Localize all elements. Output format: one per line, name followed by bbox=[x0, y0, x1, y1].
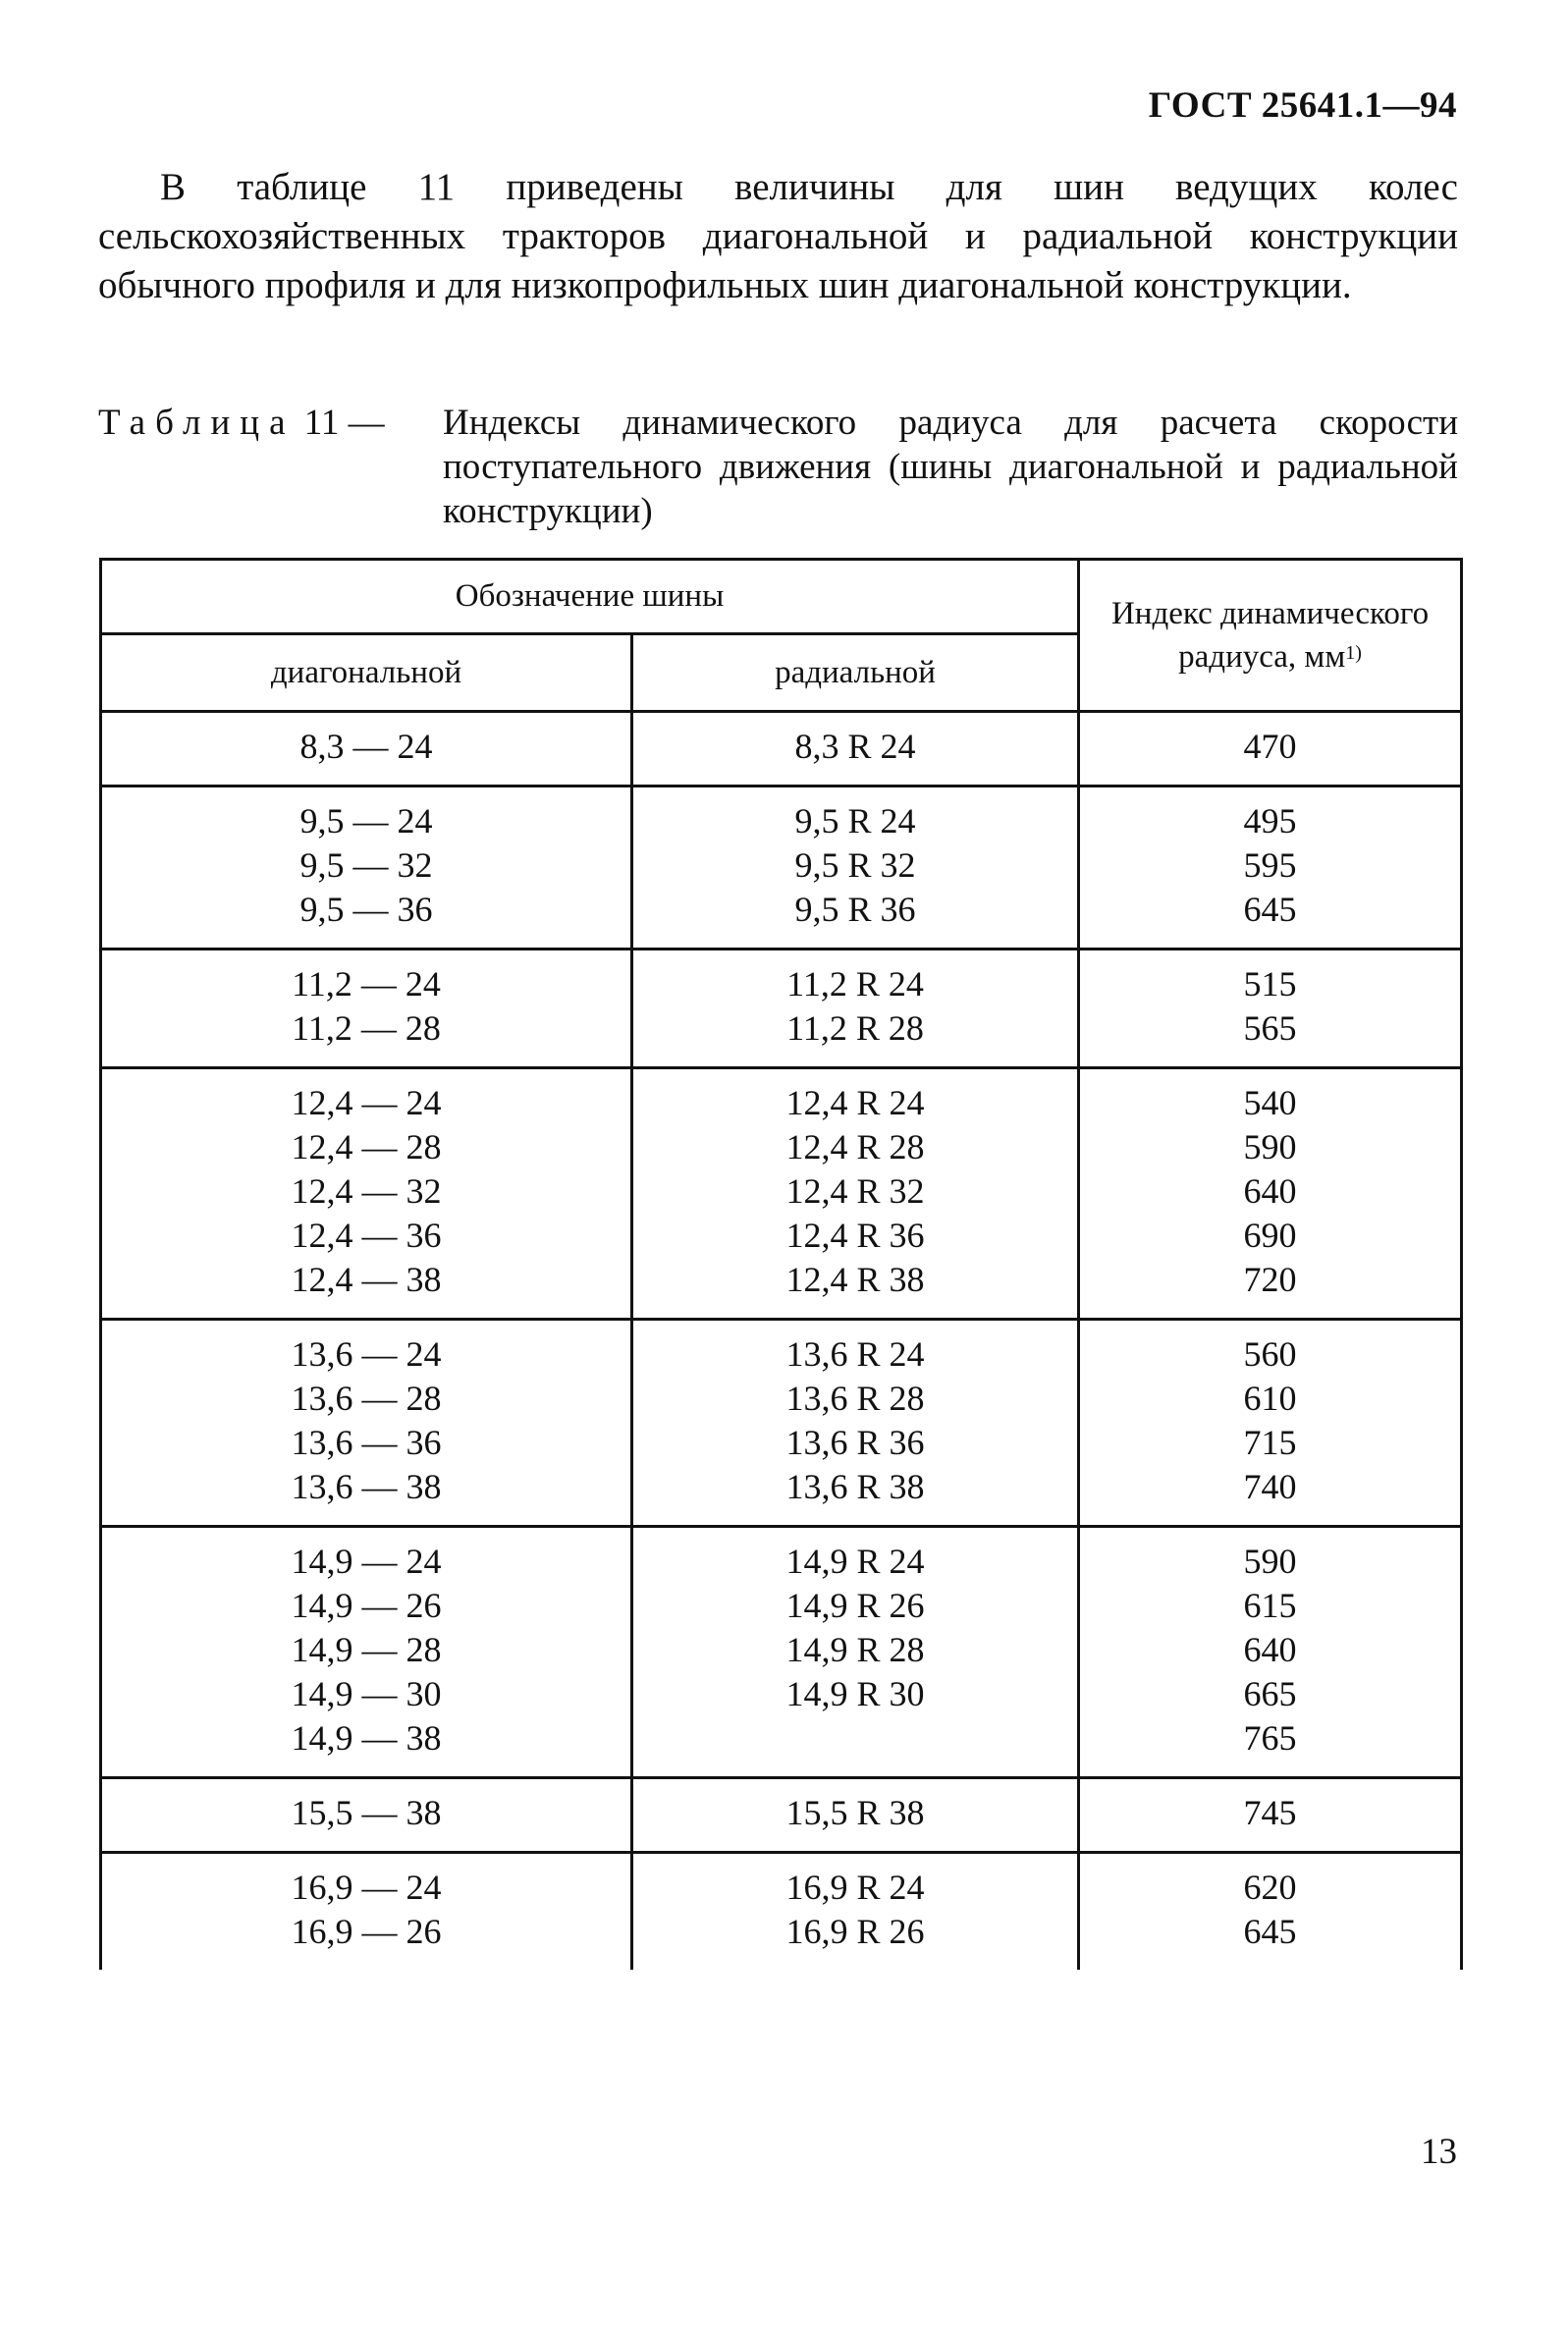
diagonal-cell bbox=[101, 787, 632, 949]
diagonal-cell-value: 9,5 — 36 bbox=[299, 890, 433, 929]
diagonal-cell-value: 13,6 — 36 bbox=[291, 1423, 442, 1462]
radial-cell bbox=[632, 787, 1079, 949]
index-cell bbox=[1079, 1320, 1462, 1527]
radial-cell-value: 16,9 R 24 bbox=[785, 1868, 925, 1907]
radial-cell-value: 8,3 R 24 bbox=[794, 727, 916, 766]
radial-cell-value: 12,4 R 24 bbox=[785, 1083, 925, 1122]
radial-cell-value: 9,5 R 36 bbox=[794, 890, 916, 929]
radial-cell bbox=[632, 1853, 1079, 1971]
index-cell-value: 720 bbox=[1243, 1260, 1297, 1299]
radial-cell bbox=[632, 1320, 1079, 1527]
diagonal-cell-value: 16,9 — 24 bbox=[291, 1868, 442, 1907]
radial-cell-value: 12,4 R 32 bbox=[785, 1171, 925, 1211]
table-row-group bbox=[101, 1778, 1462, 1853]
radial-cell-value: 11,2 R 24 bbox=[786, 964, 924, 1004]
index-cell-value: 640 bbox=[1243, 1630, 1297, 1669]
diagonal-cell bbox=[101, 1320, 632, 1527]
index-cell-value: 495 bbox=[1243, 801, 1297, 841]
radial-cell-value: 14,9 R 28 bbox=[785, 1630, 925, 1669]
diagonal-cell-value: 14,9 — 28 bbox=[291, 1630, 442, 1669]
diagonal-cell-value: 13,6 — 38 bbox=[291, 1467, 442, 1506]
index-cell-value: 590 bbox=[1243, 1542, 1297, 1581]
header-radial: радиальной bbox=[632, 634, 1079, 712]
radial-cell-value: 11,2 R 28 bbox=[786, 1008, 924, 1048]
index-cell-value: 765 bbox=[1243, 1718, 1297, 1758]
index-cell-value: 665 bbox=[1243, 1674, 1297, 1713]
document-code: ГОСТ 25641.1—94 bbox=[1148, 85, 1457, 126]
index-cell-value: 690 bbox=[1243, 1216, 1297, 1255]
radial-cell bbox=[632, 712, 1079, 787]
header-index-footnote: 1) bbox=[1345, 642, 1362, 664]
radial-cell-value: 16,9 R 26 bbox=[785, 1912, 925, 1951]
diagonal-cell bbox=[101, 712, 632, 787]
radial-cell bbox=[632, 1778, 1079, 1853]
index-cell-value: 610 bbox=[1243, 1379, 1297, 1418]
diagonal-cell-value: 11,2 — 24 bbox=[292, 964, 441, 1004]
diagonal-cell-value: 13,6 — 28 bbox=[291, 1379, 442, 1418]
page-number: 13 bbox=[1421, 2132, 1457, 2172]
radial-cell bbox=[632, 949, 1079, 1068]
radial-cell-value: 9,5 R 24 bbox=[794, 801, 916, 841]
index-cell-value: 470 bbox=[1243, 727, 1297, 766]
diagonal-cell-value: 14,9 — 38 bbox=[291, 1718, 442, 1758]
diagonal-cell-value: 14,9 — 24 bbox=[291, 1542, 442, 1581]
table-row-group bbox=[101, 949, 1462, 1068]
tire-index-table bbox=[99, 558, 1463, 1970]
intro-paragraph bbox=[98, 163, 1458, 310]
index-cell bbox=[1079, 1527, 1462, 1778]
diagonal-cell-value: 16,9 — 26 bbox=[291, 1912, 442, 1951]
table-row-group bbox=[101, 712, 1462, 787]
radial-cell-value: 14,9 R 26 bbox=[785, 1586, 925, 1625]
index-cell bbox=[1079, 712, 1462, 787]
radial-cell-value: 13,6 R 24 bbox=[785, 1334, 925, 1374]
index-cell-value: 560 bbox=[1243, 1334, 1297, 1374]
index-cell-value: 715 bbox=[1243, 1423, 1297, 1462]
radial-cell-value: 14,9 R 24 bbox=[785, 1542, 925, 1581]
header-index-text: Индекс динамического радиуса, мм bbox=[1110, 596, 1430, 675]
header-dynamic-radius-index bbox=[1079, 560, 1462, 712]
diagonal-cell-value: 14,9 — 26 bbox=[291, 1586, 442, 1625]
diagonal-cell bbox=[101, 1853, 632, 1971]
index-cell-value: 645 bbox=[1243, 890, 1297, 929]
diagonal-cell-value: 12,4 — 28 bbox=[291, 1127, 442, 1166]
index-cell bbox=[1079, 787, 1462, 949]
index-cell bbox=[1079, 1778, 1462, 1853]
index-cell-value: 565 bbox=[1243, 1008, 1297, 1048]
diagonal-cell bbox=[101, 1068, 632, 1320]
index-cell bbox=[1079, 949, 1462, 1068]
table-row-group bbox=[101, 1320, 1462, 1527]
header-tire-designation: Обозначение шины bbox=[101, 560, 1079, 634]
diagonal-cell-value: 12,4 — 36 bbox=[291, 1216, 442, 1255]
radial-cell-value: 13,6 R 38 bbox=[785, 1467, 925, 1506]
diagonal-cell-value: 14,9 — 30 bbox=[291, 1674, 442, 1713]
index-cell-value: 645 bbox=[1243, 1912, 1297, 1951]
diagonal-cell-value: 12,4 — 38 bbox=[291, 1260, 442, 1299]
radial-cell-value: 12,4 R 36 bbox=[785, 1216, 925, 1255]
diagonal-cell-value: 9,5 — 32 bbox=[299, 845, 433, 885]
intro-text: В таблице 11 приведены величины для шин ведущих колес сельскохозяйственных тракторов диагональной и радиальной конструкции обычного профиля и для низкопрофильных шин диагональной конструкции. bbox=[98, 166, 1458, 306]
diagonal-cell bbox=[101, 949, 632, 1068]
radial-cell bbox=[632, 1068, 1079, 1320]
index-cell-value: 595 bbox=[1243, 845, 1297, 885]
header-diagonal: диагональной bbox=[101, 634, 632, 712]
diagonal-cell-value: 12,4 — 24 bbox=[291, 1083, 442, 1122]
table-caption-label: Таблица bbox=[98, 403, 296, 443]
radial-cell-value: 9,5 R 32 bbox=[794, 845, 916, 885]
index-cell-value: 745 bbox=[1243, 1793, 1297, 1832]
table-caption-text: Индексы динамического радиуса для расчета скорости поступательного движения (шины диагональной и радиальной конструкции) bbox=[443, 403, 1458, 531]
diagonal-cell-value: 13,6 — 24 bbox=[291, 1334, 442, 1374]
radial-cell-value: 15,5 R 38 bbox=[785, 1793, 925, 1832]
table-body bbox=[101, 712, 1462, 1971]
table-row-group bbox=[101, 1527, 1462, 1778]
table-caption-number: 11 — bbox=[303, 403, 385, 443]
radial-cell-value: 13,6 R 28 bbox=[785, 1379, 925, 1418]
index-cell-value: 615 bbox=[1243, 1586, 1297, 1625]
diagonal-cell-value: 15,5 — 38 bbox=[291, 1793, 442, 1832]
radial-cell-value: 13,6 R 36 bbox=[785, 1423, 925, 1462]
table-caption bbox=[98, 401, 1458, 531]
index-cell-value: 515 bbox=[1243, 964, 1297, 1004]
index-cell-value: 740 bbox=[1243, 1467, 1297, 1506]
diagonal-cell bbox=[101, 1527, 632, 1778]
index-cell-value: 590 bbox=[1243, 1127, 1297, 1166]
index-cell bbox=[1079, 1068, 1462, 1320]
index-cell-value: 540 bbox=[1243, 1083, 1297, 1122]
index-cell-value: 640 bbox=[1243, 1171, 1297, 1211]
diagonal-cell-value: 11,2 — 28 bbox=[292, 1008, 441, 1048]
diagonal-cell bbox=[101, 1778, 632, 1853]
table-row-group bbox=[101, 1068, 1462, 1320]
index-cell-value: 620 bbox=[1243, 1868, 1297, 1907]
radial-cell-value: 14,9 R 30 bbox=[785, 1674, 925, 1713]
table-row-group bbox=[101, 787, 1462, 949]
table-row-group bbox=[101, 1853, 1462, 1971]
radial-cell-value: 12,4 R 28 bbox=[785, 1127, 925, 1166]
radial-cell-value: 12,4 R 38 bbox=[785, 1260, 925, 1299]
radial-cell bbox=[632, 1527, 1079, 1778]
diagonal-cell-value: 12,4 — 32 bbox=[291, 1171, 442, 1211]
diagonal-cell-value: 8,3 — 24 bbox=[299, 727, 433, 766]
diagonal-cell-value: 9,5 — 24 bbox=[299, 801, 433, 841]
index-cell bbox=[1079, 1853, 1462, 1971]
